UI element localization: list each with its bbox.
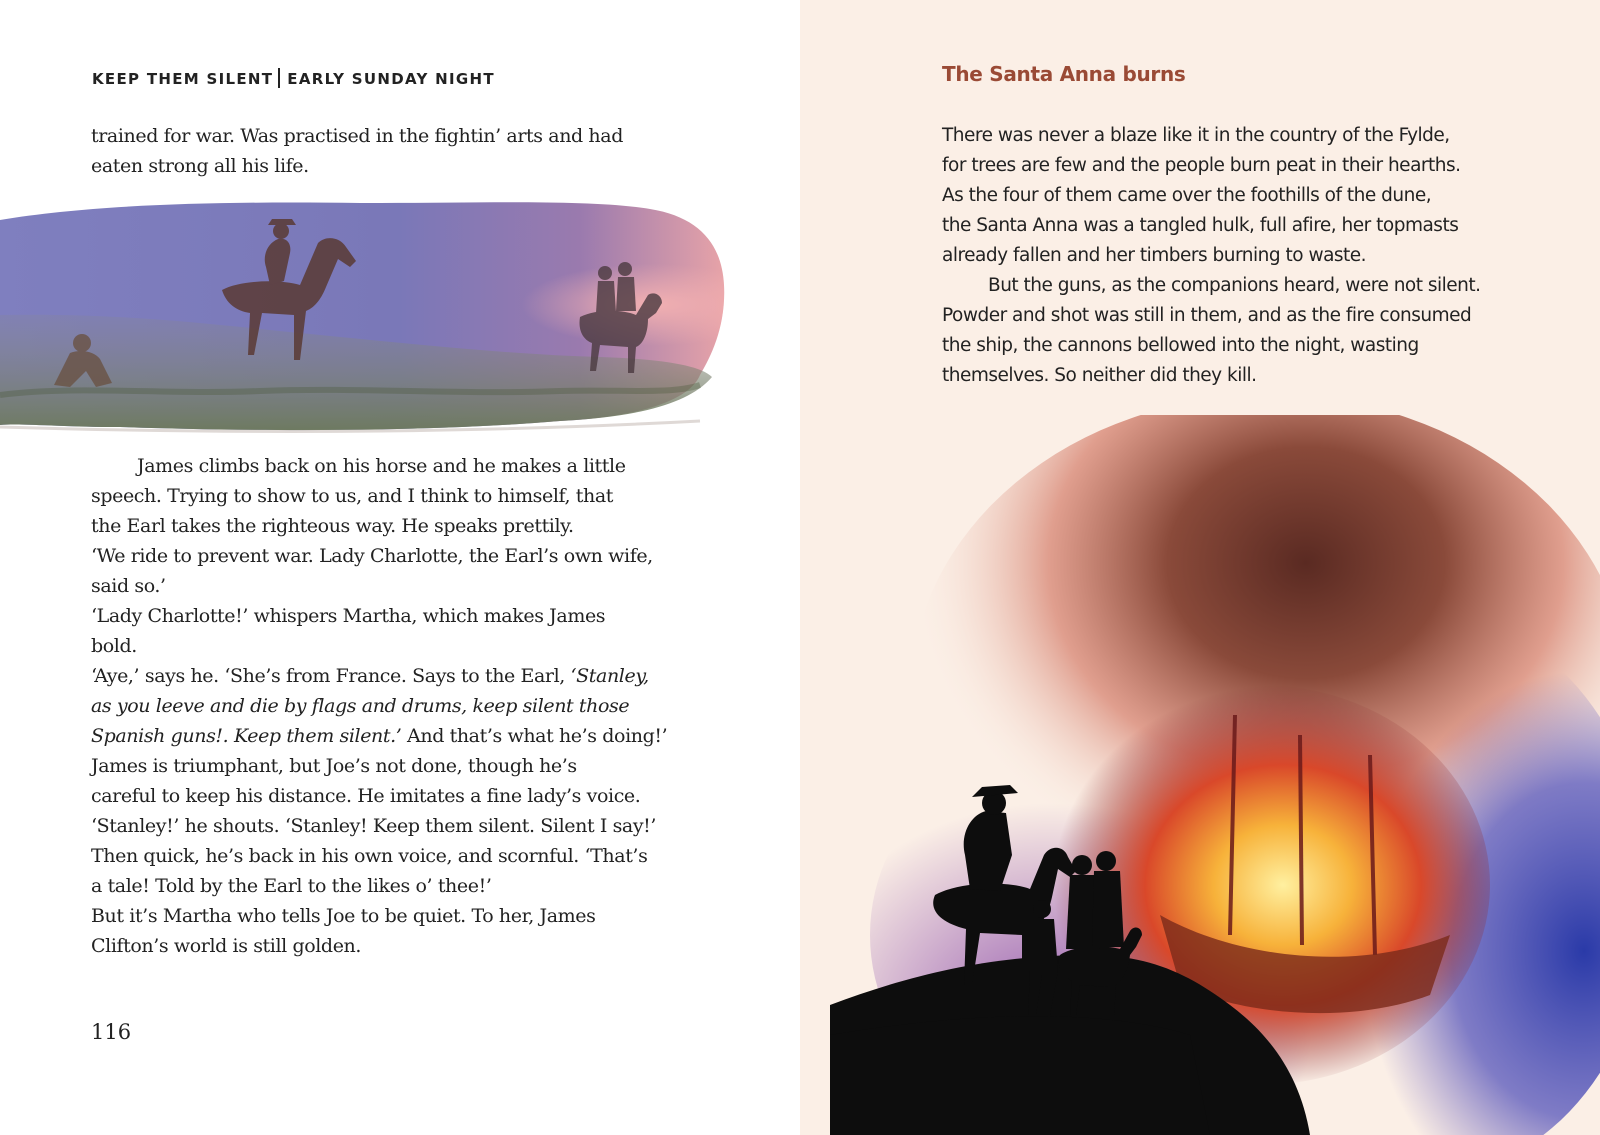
- paragraph: [91, 451, 671, 541]
- paragraph: [942, 121, 1562, 271]
- text-line: But it’s Martha who tells Joe to be quiet. To her, James: [91, 905, 596, 927]
- text-line: James is triumphant, but Joe’s not done, though he’s: [91, 755, 577, 777]
- text-line: for trees are few and the people burn peat in their hearths.: [942, 155, 1461, 176]
- text-line: ‘Lady Charlotte!’ whispers Martha, which makes James: [91, 605, 606, 627]
- italic-quote: Spanish guns!. Keep them silent.’: [91, 725, 402, 747]
- text-line: already fallen and her timbers burning to waste.: [942, 245, 1367, 266]
- text-line: said so.’: [91, 575, 166, 597]
- running-head-section: EARLY SUNDAY NIGHT: [287, 70, 495, 88]
- top-paragraph: [91, 121, 671, 181]
- paragraph: [91, 811, 671, 841]
- text-line: careful to keep his distance. He imitates a fine lady’s voice.: [91, 785, 641, 807]
- section-title: The Santa Anna burns: [942, 62, 1186, 86]
- text-line: the Santa Anna was a tangled hulk, full afire, her topmasts: [942, 215, 1459, 236]
- paragraph: [91, 751, 671, 811]
- text-line: bold.: [91, 635, 137, 657]
- riders-watercolor-illustration: [0, 195, 730, 440]
- paragraph: [91, 901, 671, 961]
- paragraph: [91, 541, 671, 601]
- text-line: ‘We ride to prevent war. Lady Charlotte, the Earl’s own wife,: [91, 545, 653, 567]
- text-run: And that’s what he’s doing!’: [401, 725, 668, 747]
- right-page: [800, 0, 1600, 1135]
- text-line: But the guns, as the companions heard, were not silent.: [988, 275, 1481, 296]
- text-line: There was never a blaze like it in the country of the Fylde,: [942, 125, 1450, 146]
- text-line: the Earl takes the righteous way. He speaks prettily.: [91, 515, 574, 537]
- text-line: themselves. So neither did they kill.: [942, 365, 1257, 386]
- page-number: 116: [91, 1020, 132, 1044]
- text-line: Powder and shot was still in them, and as the fire consumed: [942, 305, 1472, 326]
- text-run: ‘Aye,’ says he. ‘She’s from France. Says to the Earl,: [91, 665, 571, 687]
- burning-ship-illustration: [830, 415, 1600, 1135]
- paragraph: [91, 661, 671, 751]
- text-line: a tale! Told by the Earl to the likes o’ thee!’: [91, 875, 492, 897]
- main-text-block: [91, 451, 671, 961]
- text-line: eaten strong all his life.: [91, 155, 309, 177]
- text-line: As the four of them came over the foothills of the dune,: [942, 185, 1432, 206]
- text-line: ‘Stanley!’ he shouts. ‘Stanley! Keep them silent. Silent I say!’: [91, 815, 657, 837]
- paragraph: [942, 271, 1562, 391]
- paragraph: [91, 841, 671, 901]
- running-head-divider: [278, 68, 280, 88]
- text-line: Clifton’s world is still golden.: [91, 935, 362, 957]
- running-head: [92, 68, 495, 88]
- text-line: James climbs back on his horse and he makes a little: [137, 455, 626, 477]
- paragraph: [91, 601, 671, 661]
- italic-quote: ‘Stanley,: [570, 665, 649, 687]
- italic-quote: as you leeve and die by flags and drums, keep silent those: [91, 695, 630, 717]
- running-head-chapter: KEEP THEM SILENT: [92, 70, 274, 88]
- text-line: speech. Trying to show to us, and I think to himself, that: [91, 485, 614, 507]
- text-line: Then quick, he’s back in his own voice, and scornful. ‘That’s: [91, 845, 648, 867]
- text-line: the ship, the cannons bellowed into the night, wasting: [942, 335, 1419, 356]
- text-line: trained for war. Was practised in the fightin’ arts and had: [91, 125, 623, 147]
- right-text-block: [942, 121, 1562, 391]
